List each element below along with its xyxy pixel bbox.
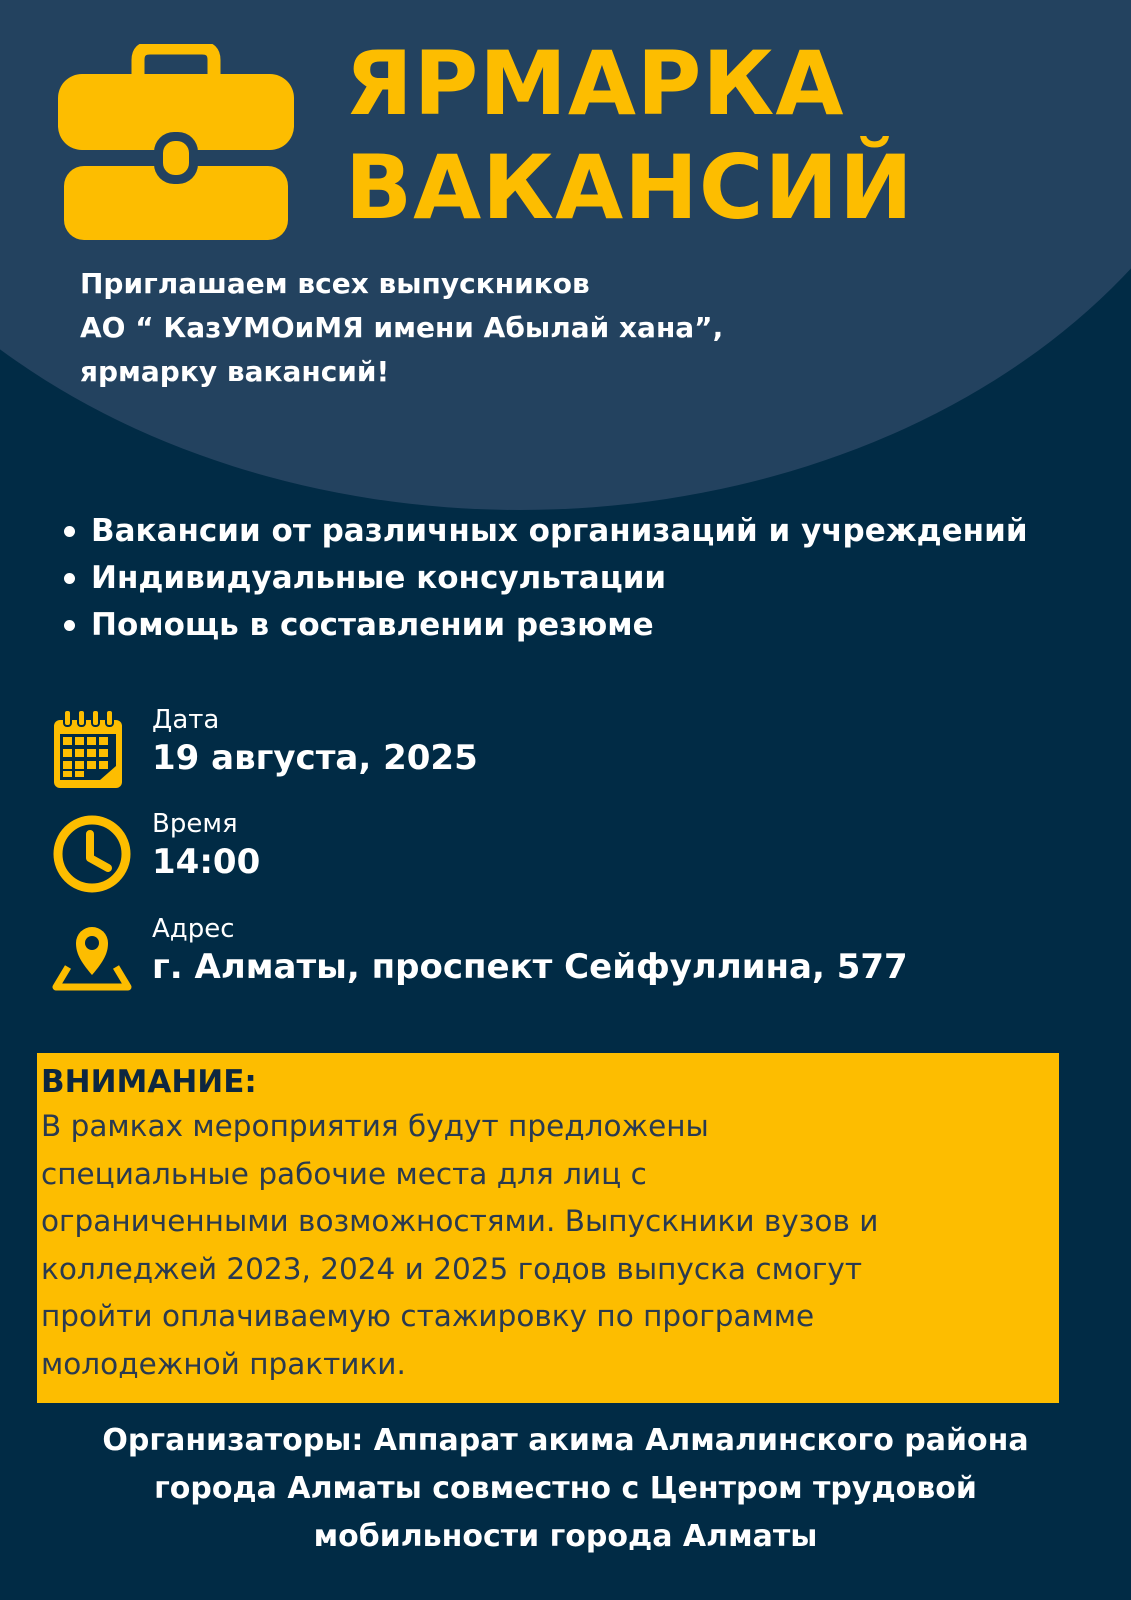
feature-item: Вакансии от различных организаций и учреждений [64,508,1028,555]
feature-item: Помощь в составлении резюме [64,602,1028,649]
invitation-text [80,262,723,394]
notice-line: ограниченными возможностями. Выпускники вузов и [41,1204,879,1238]
calendar-icon [52,710,124,790]
clock-icon [52,814,132,894]
organizers-line: города Алматы совместно с Центром трудовой [154,1471,977,1506]
date-value: 19 августа, 2025 [152,738,478,778]
time-value: 14:00 [152,842,261,882]
address-label: Адрес [152,914,235,944]
date-label: Дата [152,705,220,735]
title-line: ЯРМАРКА [345,32,845,135]
organizers-line: Организаторы: Аппарат акима Алмалинского района [102,1423,1029,1458]
map-pin-icon [52,923,132,993]
title-line: ВАКАНСИЙ [345,136,914,239]
organizers-line: мобильности города Алматы [313,1519,818,1554]
notice-line: специальные рабочие места для лиц с [41,1156,647,1191]
invitation-line: АО “ КазУМОиМЯ имени Абылай хана”, [80,311,724,344]
bullet-icon [64,620,75,631]
notice-box [37,1053,1059,1403]
invitation-line: ярмарку вакансий! [80,355,390,388]
bullet-icon [64,526,75,537]
invitation-line: Приглашаем всех выпускников [80,267,590,300]
time-label: Время [152,809,238,839]
feature-item: Индивидуальные консультации [64,555,1028,602]
features-list [64,508,1028,649]
notice-title: ВНИМАНИЕ: [41,1064,257,1100]
notice-line: пройти оплачиваемую стажировку по программе [41,1299,815,1333]
organizers-text [20,1417,1111,1561]
notice-line: молодежной практики. [41,1346,406,1381]
address-value: г. Алматы, проспект Сейфуллина, 577 [152,947,908,987]
notice-line: колледжей 2023, 2024 и 2025 годов выпуска смогут [41,1251,863,1286]
bullet-icon [64,573,75,584]
briefcase-icon [58,44,294,240]
notice-line: В рамках мероприятия будут предложены [41,1109,709,1143]
page-title [345,32,914,240]
